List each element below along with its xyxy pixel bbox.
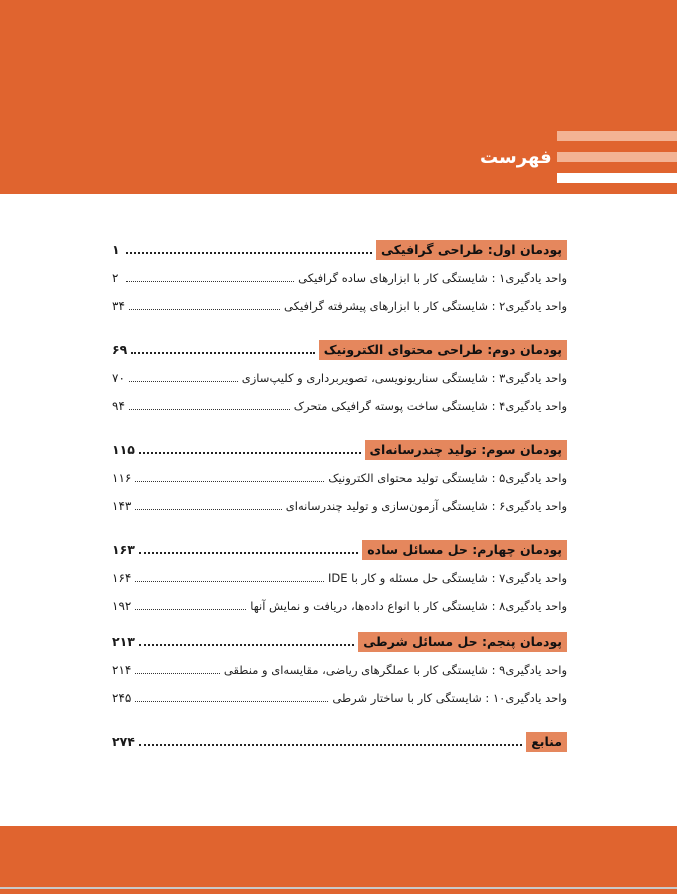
toc-entry-label: واحد یادگیری۱۰ : شایستگی کار با ساختار شرطی — [332, 691, 567, 705]
toc-page-number: ۳۴ — [112, 299, 125, 313]
toc-entry-label: واحد یادگیری۲ : شایستگی کار با ابزارهای پیشرفته گرافیکی — [284, 299, 567, 313]
toc-page-number: ۱۴۳ — [112, 499, 132, 513]
toc-page-number: ۲۱۳ — [112, 634, 135, 649]
toc-entry[interactable] — [112, 688, 567, 708]
toc-page-number: ۱۱۵ — [112, 442, 135, 457]
header-stripe — [557, 152, 677, 162]
dot-leader — [135, 609, 246, 610]
footer-divider — [0, 887, 677, 889]
dot-leader — [135, 701, 328, 702]
toc-page-number: ۲۴۵ — [112, 691, 132, 705]
page-title: فهرست — [480, 147, 552, 168]
toc-entry[interactable] — [112, 496, 567, 516]
toc-entry-label: واحد یادگیری۳ : شایستگی سناریونویسی، تصویربرداری و کلیپ‌سازی — [241, 371, 567, 385]
dot-leader — [139, 452, 361, 454]
toc-page-number: ۱۶۴ — [112, 571, 132, 585]
toc-page-number: ۱۶۳ — [112, 542, 135, 557]
toc-section-heading[interactable] — [112, 340, 567, 360]
toc-entry-label: واحد یادگیری۹ : شایستگی کار با عملگرهای ریاضی، مقایسه‌ای و منطقی — [223, 663, 567, 677]
toc-heading-label: پودمان چهارم: حل مسائل ساده — [362, 540, 567, 560]
toc-page-number: ۶۹ — [112, 342, 128, 357]
toc-entry[interactable] — [112, 368, 567, 388]
dot-leader — [126, 252, 372, 254]
toc-entry[interactable] — [112, 596, 567, 616]
toc-section-heading[interactable] — [112, 240, 567, 260]
toc-heading-label: پودمان دوم: طراحی محتوای الکترونیک — [319, 340, 567, 360]
dot-leader — [126, 281, 294, 282]
header-banner — [0, 0, 677, 194]
toc-entry-label: واحد یادگیری۶ : شایستگی آزمون‌سازی و تولید چندرسانه‌ای — [285, 499, 567, 513]
toc-entry[interactable] — [112, 268, 567, 288]
dot-leader — [135, 673, 220, 674]
toc-page-number: ۲۷۴ — [112, 734, 135, 749]
toc-section-heading[interactable] — [112, 440, 567, 460]
dot-leader — [135, 481, 324, 482]
toc-page-number: ۱ — [112, 242, 120, 257]
toc-entry[interactable] — [112, 568, 567, 588]
header-stripe — [557, 173, 677, 183]
dot-leader — [129, 409, 290, 410]
toc-page-number: ۱۹۲ — [112, 599, 132, 613]
toc-entry[interactable] — [112, 660, 567, 680]
toc-entry-label: واحد یادگیری۸ : شایستگی کار با انواع داده‌ها، دریافت و نمایش آنها — [250, 599, 567, 613]
toc-heading-label: پودمان سوم: تولید چندرسانه‌ای — [365, 440, 567, 460]
dot-leader — [131, 352, 315, 354]
header-stripe — [557, 131, 677, 141]
dot-leader — [139, 744, 522, 746]
footer-banner — [0, 826, 677, 894]
toc-entry-label: واحد یادگیری۷ : شایستگی حل مسئله و کار با IDE — [328, 571, 567, 585]
toc-page-number: ۲ — [112, 271, 119, 285]
toc-page-number: ۹۴ — [112, 399, 125, 413]
toc-entry-label: واحد یادگیری۱ : شایستگی کار با ابزارهای ساده گرافیکی — [298, 271, 567, 285]
toc-section-heading[interactable] — [112, 540, 567, 560]
toc-entry[interactable] — [112, 396, 567, 416]
toc-section-heading[interactable] — [112, 732, 567, 752]
dot-leader — [129, 309, 280, 310]
toc-heading-label: منابع — [526, 732, 567, 752]
toc-entry[interactable] — [112, 296, 567, 316]
dot-leader — [139, 552, 358, 554]
dot-leader — [135, 509, 281, 510]
toc-heading-label: پودمان اول: طراحی گرافیکی — [376, 240, 567, 260]
toc-page-number: ۲۱۴ — [112, 663, 132, 677]
toc-page-number: ۱۱۶ — [112, 471, 132, 485]
toc-section-heading[interactable] — [112, 632, 567, 652]
dot-leader — [135, 581, 324, 582]
toc-entry-label: واحد یادگیری۵ : شایستگی تولید محتوای الکترونیک — [328, 471, 567, 485]
dot-leader — [139, 644, 354, 646]
toc-heading-label: پودمان پنجم: حل مسائل شرطی — [358, 632, 567, 652]
toc-entry[interactable] — [112, 468, 567, 488]
toc-page-number: ۷۰ — [112, 371, 125, 385]
toc-entry-label: واحد یادگیری۴ : شایستگی ساخت پوسته گرافیکی متحرک — [293, 399, 567, 413]
dot-leader — [129, 381, 238, 382]
